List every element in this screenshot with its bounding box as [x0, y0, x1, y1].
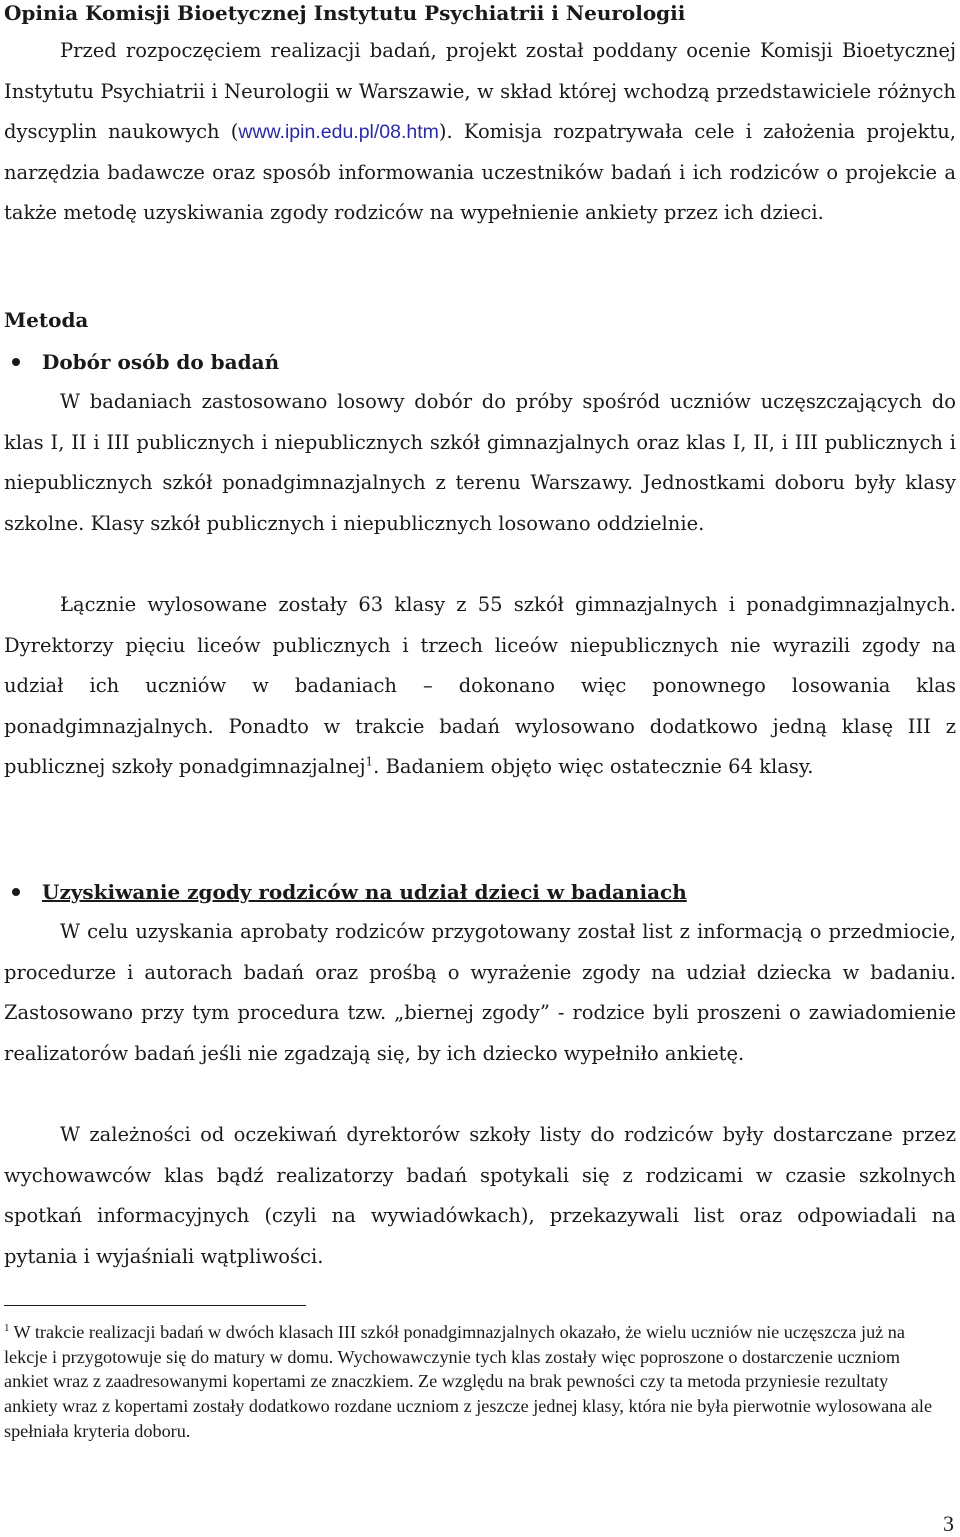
selection-text-end: . Badaniem objęto więc ostatecznie 64 klasy.: [373, 755, 814, 779]
document-heading: Opinia Komisji Bioetycznej Instytutu Psychiatrii i Neurologii: [4, 1, 686, 25]
consent-paragraph-2: W zależności od oczekiwań dyrektorów szkoły listy do rodziców były dostarczane przez wychowawców klas bądź realizatorzy badań spotykali się z rodzicami w czasie szkolnych spotkań informacyjnych (czyli na wywiadówkach), przekazywali list oraz odpowiadali na pytania i wyjaśniali wątpliwości.: [4, 1123, 956, 1268]
opinion-text-start: Przed rozpoczęciem realizacji badań, projekt został poddany ocenie Komisji Bioetycznej Instytutu Psychiatrii i Neurologii w Warszawie, w skład której wchodzą przedstawiciele różnych dyscyplin naukowych (: [4, 39, 956, 144]
opinion-text-end: ). Komisja rozpatrywała cele i założenia projektu, narzędzia badawcze oraz sposób informowania uczestników badań i ich rodziców o projekcie a także metodę uzyskiwania zgody rodziców na wypełnienie ankiety przez ich dzieci.: [4, 120, 957, 225]
selection-paragraph-1: W badaniach zastosowano losowy dobór do próby spośród uczniów uczęszczających do klas I, II i III publicznych i niepublicznych szkół gimnazjalnych oraz klas I, II, i III publicznych i niepublicznych szkół ponadgimnazjalnych z terenu Warszawy. Jednostkami doboru były klasy szkolne. Klasy szkół publicznych i niepublicznych losowano oddzielnie.: [4, 390, 956, 535]
selection-subsection-title: [4, 350, 279, 374]
selection-title-text: Dobór osób do badań: [42, 350, 280, 374]
footnote-text: W trakcie realizacji badań w dwóch klasach III szkół ponadgimnazjalnych okazało, że wielu uczniów nie uczęszcza już na lekcje i przygotowuje się do matury w domu. Wychowawczynie tych klas zostały więc poproszone o dostarczenie uczniom ankiet wraz z zaadresowanymi kopertami ze znaczkiem. Ze względu na brak pewności czy ta metoda przyniesie rezultaty ankiety wraz z kopertami zostały dodatkowo rozdane uczniom z jeszcze jednej klasy, która nie była pierwotnie wylosowana ale spełniała kryteria doboru.: [4, 1322, 933, 1441]
consent-title-text: Uzyskiwanie zgody rodziców na udział dzieci w badaniach: [42, 880, 687, 904]
bioethics-opinion-paragraph: [4, 31, 956, 234]
consent-paragraph-1: W celu uzyskania aprobaty rodziców przygotowany został list z informacją o przedmiocie, procedurze i autorach badań oraz prośbą o wyrażenie zgody na udział dziecka w badaniu. Zastosowano przy tym procedura tzw. „biernej zgody” - rodzice byli proszeni o zawiadomienie realizatorów badań jeśli nie zgadzają się, by ich dziecko wypełniło ankietę.: [4, 920, 956, 1065]
selection-paragraph-2: [4, 585, 956, 788]
ipin-link[interactable]: www.ipin.edu.pl/08.htm: [238, 121, 439, 144]
footnote-separator: [4, 1305, 306, 1306]
footnote-mark: 1: [4, 1321, 10, 1334]
bullet-icon: [12, 888, 20, 896]
method-section-title: Metoda: [4, 308, 89, 332]
footnote-reference[interactable]: 1: [365, 754, 374, 769]
bullet-icon: [12, 358, 20, 366]
consent-subsection-title: [4, 880, 687, 904]
page-number: 3: [943, 1511, 954, 1536]
selection-text-start: Łącznie wylosowane zostały 63 klasy z 55 szkół gimnazjalnych i ponadgimnazjalnych. Dyrektorzy pięciu liceów publicznych i trzech liceów niepublicznych nie wyrazili zgody na udział ich uczniów w badaniach – dokonano więc ponownego losowania klas ponadgimnazjalnych. Ponadto w trakcie badań wylosowano dodatkowo jedną klasę III z publicznej szkoły ponadgimnazjalnej: [4, 593, 956, 779]
footnote: [4, 1320, 944, 1444]
